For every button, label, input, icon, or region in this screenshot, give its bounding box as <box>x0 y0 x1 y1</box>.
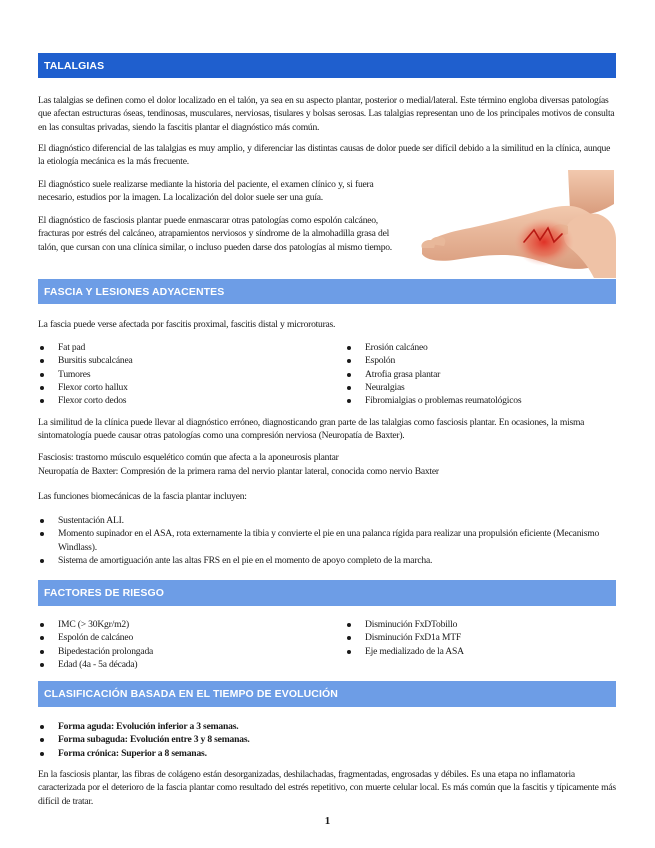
heel-pain-foot-icon <box>418 170 616 278</box>
list-item: Bipedestación prolongada <box>38 645 338 658</box>
page-number: 1 <box>324 815 331 827</box>
list-item: Sistema de amortiguación ante las altas FRS en el pie en el momento de apoyo completo de la marcha. <box>38 554 618 567</box>
list-item: Espolón de calcáneo <box>38 631 338 644</box>
list-item: Forma crónica: Superior a 8 semanas. <box>38 747 618 760</box>
list-evolution-forms <box>38 720 618 760</box>
list-item: Momento supinador en el ASA, rota externamente la tibia y convierte el pie en una palanca rígida para realizar una propulsión eficiente (Mecanismo Windlass). <box>38 527 618 554</box>
list-item: Eje medializado de la ASA <box>345 645 615 658</box>
section-header-talalgias: TALALGIAS <box>38 53 616 78</box>
list-item: Forma subaguda: Evolución entre 3 y 8 semanas. <box>38 733 618 746</box>
list-item: Disminución FxDTobillo <box>345 618 615 631</box>
list-risk-left <box>38 618 338 671</box>
paragraph-clinical-similarity: La similitud de la clínica puede llevar al diagnóstico erróneo, diagnosticando gran parte de las talalgias como fasciosis plantar. En ocasiones, la misma sintomatología puede causar otras patologías como una compresión nerviosa (Neuropatía de Baxter). <box>38 417 585 442</box>
list-item: Edad (4a - 5a década) <box>38 658 338 671</box>
list-risk-right <box>345 618 615 658</box>
list-item: Erosión calcáneo <box>345 341 615 354</box>
list-item: Fat pad <box>38 341 338 354</box>
list-item: Disminución FxD1a MTF <box>345 631 615 644</box>
section-header-risk-factors: FACTORES DE RIESGO <box>38 580 616 606</box>
list-item: Atrofia grasa plantar <box>345 368 615 381</box>
paragraph-talalgias-definition: Las talalgias se definen como el dolor localizado en el talón, ya sea en su aspecto plantar, posterior o medial/lateral. Este término engloba diversas patologías que afectan estructuras óseas, tendinosas, musculares, nerviosas, tisulares y bolsas serosas. Las talalgias representan uno de los principales motivos de consulta en las consultas privadas, siendo la fascitis plantar el diagnóstico más común. <box>38 95 615 133</box>
definition-fasciosis: Fasciosis: trastorno músculo esquelético común que afecta a la aponeurosis plantar <box>38 452 339 463</box>
list-item: Bursitis subcalcánea <box>38 354 338 367</box>
section-header-classification: CLASIFICACIÓN BASADA EN EL TIEMPO DE EVOLUCIÓN <box>38 681 616 707</box>
definition-baxter: Neuropatía de Baxter: Compresión de la primera rama del nervio plantar lateral, conocida como nervio Baxter <box>38 466 439 477</box>
paragraph-fasciosis-description: En la fasciosis plantar, las fibras de colágeno están desorganizadas, deshilachadas, fragmentadas, engrosadas y débiles. Es una etapa no inflamatoria caracterizada por el deterioro de la fascia plantar como resultado del estrés repetitivo, con muerte celular local. Es más común que la fascitis y típicamente más difícil de tratar. <box>38 769 616 807</box>
list-item: Espolón <box>345 354 615 367</box>
list-lesions-right <box>345 341 615 407</box>
section-header-fascia: FASCIA Y LESIONES ADYACENTES <box>38 279 616 304</box>
list-item: Flexor corto hallux <box>38 381 338 394</box>
list-item: Sustentación ALI. <box>38 514 618 527</box>
paragraph-diagnosis-method: El diagnóstico suele realizarse mediante la historia del paciente, el examen clínico y, si fuera necesario, estudios por la imagen. La localización del dolor suele ser una guía. <box>38 179 374 204</box>
list-item: IMC (> 30Kgr/m2) <box>38 618 338 631</box>
paragraph-biomechanical-functions: Las funciones biomecánicas de la fascia plantar incluyen: <box>38 491 247 502</box>
list-item: Fibromialgias o problemas reumatológicos <box>345 394 615 407</box>
list-lesions-left <box>38 341 338 407</box>
paragraph-differential-diagnosis: El diagnóstico diferencial de las talalgias es muy amplio, y diferenciar las distintas causas de dolor puede ser difícil debido a la similitud en la clínica, aunque la etiología mecánica es la más frecuente. <box>38 143 611 168</box>
list-item: Flexor corto dedos <box>38 394 338 407</box>
list-item: Neuralgias <box>345 381 615 394</box>
list-biomechanical-functions <box>38 514 618 567</box>
paragraph-fasciosis-masking: El diagnóstico de fasciosis plantar puede enmascarar otras patologías como espolón calcáneo, fracturas por estrés del calcáneo, atrapamientos nerviosos y síndrome de la almohadilla grasa del talón, que cursan con una clínica similar, o incluso pueden darse dos patologías al mismo tiempo. <box>38 215 392 253</box>
list-item: Forma aguda: Evolución inferior a 3 semanas. <box>38 720 618 733</box>
list-item: Tumores <box>38 368 338 381</box>
paragraph-fascia-affected: La fascia puede verse afectada por fascitis proximal, fascitis distal y microroturas. <box>38 319 336 330</box>
